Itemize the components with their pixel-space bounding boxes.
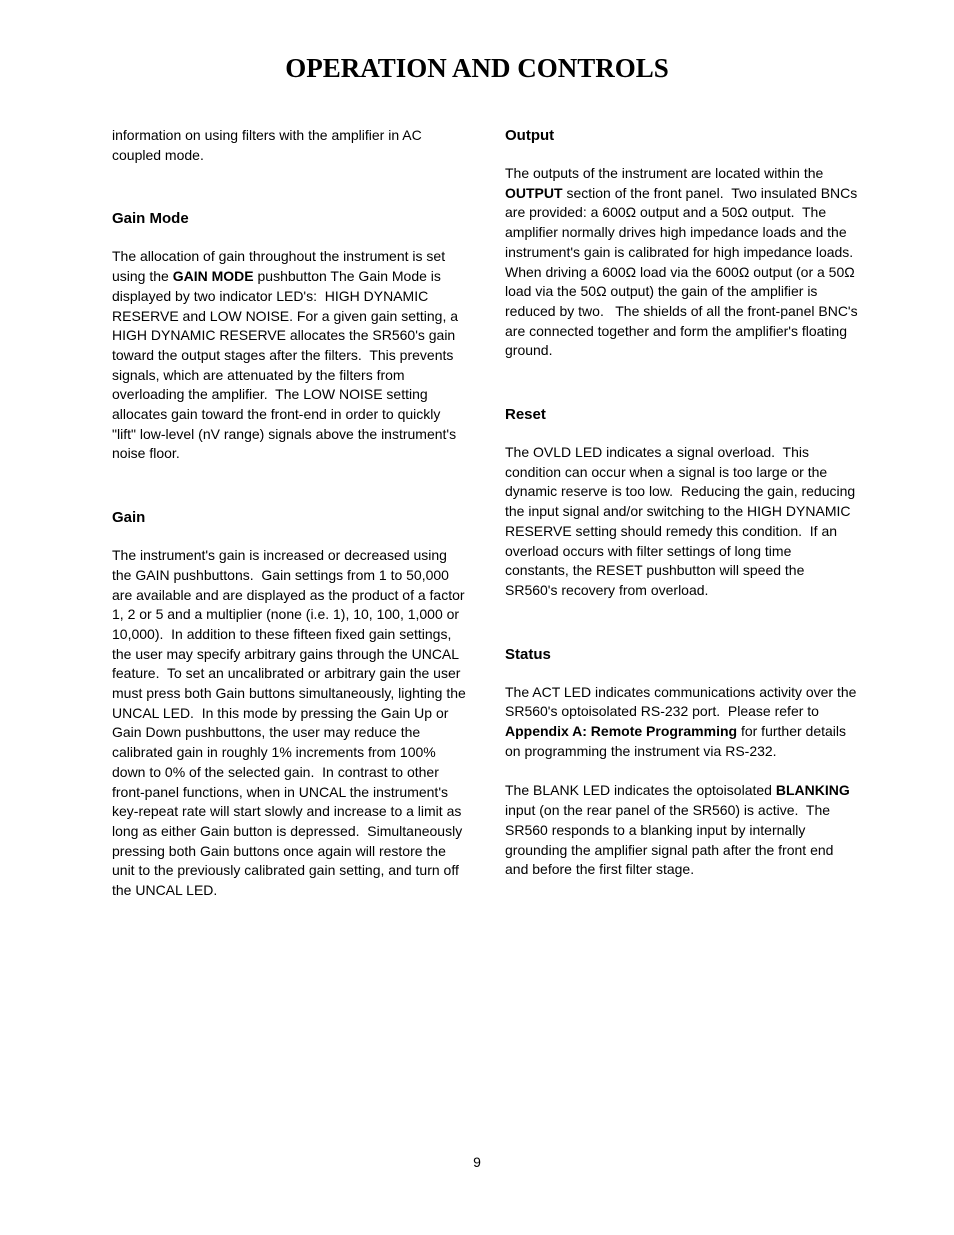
bold-text-run: OUTPUT bbox=[505, 184, 563, 201]
bold-text-run: GAIN MODE bbox=[172, 268, 254, 285]
text-run: The outputs of the instrument are located within the bbox=[505, 165, 828, 181]
text-run: for further details on programming the instrument via RS-232. bbox=[505, 723, 850, 759]
section-heading: Reset bbox=[505, 406, 546, 424]
text-run: The BLANK LED indicates the optoisolated bbox=[505, 782, 776, 799]
section-heading: Status bbox=[505, 645, 551, 663]
text-run: The instrument's gain is increased or decreased using the GAIN pushbuttons. Gain settings from 1 to 50,000 are available and are displayed as the product of a factor 1, 2 or 5 and a multiplier (none (i.e. 1), 10, 100, 1,000 or 10,000). In addition to these fifteen fixed gain settings, the user may specify arbitrary gains through the UNCAL feature. To set an uncalibrated or arbitrary gain the user must press both Gain buttons simultaneously, lighting the UNCAL LED. In this mode by pressing the Gain Up or Gain Down pushbuttons, the user may reduce the calibrated gain in roughly 1% increments from 100% down to 0% of the selected gain. In contrast to other front-panel functions, when in UNCAL the instrument's key-repeat rate will start slowly and increase to a limit as long as either Gain button is depressed. Simultaneously pressing both Gain buttons once again will restore the unit to the previously calibrated gain setting, and turn off the UNCAL LED. bbox=[112, 547, 470, 899]
left-column bbox=[112, 126, 470, 901]
right-column bbox=[505, 126, 862, 880]
text-run: The OVLD LED indicates a signal overload. This condition can occur when a signal is too large or the dynamic reserve is too low. Reducing the gain, reducing the input signal and/or switching to the HIGH DYNAMIC RESERVE setting should remedy this condition. If an overload occurs with filter settings of long time constants, the RESET pushbutton will speed the SR560's recovery from overload. bbox=[505, 444, 860, 598]
text-run: The allocation of gain throughout the instrument is set using the bbox=[112, 248, 449, 285]
paragraph bbox=[112, 546, 470, 901]
text-run: information on using filters with the amplifier in AC coupled mode. bbox=[112, 127, 426, 163]
paragraph bbox=[505, 683, 859, 762]
section-heading: Gain Mode bbox=[112, 210, 189, 228]
section-heading: Gain bbox=[112, 509, 146, 527]
text-run: section of the front panel. Two insulated BNCs are provided: a 600Ω output and a 50Ω output. The amplifier normally drives high impedance loads and the instrument's gain is calibrated for high impedance loads. When driving a 600Ω load via the 600Ω output (or a 50Ω load via the 50Ω output) the gain of the amplifier is reduced by two. The shields of all the front-panel BNC's are connected together and form the amplifier's floating ground. bbox=[505, 184, 862, 359]
text-run: The ACT LED indicates communications activity over the SR560's optoisolated RS-232 port. Please refer to bbox=[505, 683, 861, 720]
bold-text-run: Appendix A: Remote Programming bbox=[505, 723, 738, 740]
paragraph bbox=[112, 247, 466, 464]
page-number: 9 bbox=[473, 1154, 481, 1170]
bold-text-run: BLANKING bbox=[775, 782, 850, 799]
text-run: pushbutton The Gain Mode is displayed by two indicator LED's: HIGH DYNAMIC RESERVE and LOW NOISE. For a given gain setting, a HIGH DYNAMIC RESERVE allocates the SR560's gain toward the output stages after the filters. This prevents signals, which are attenuated by the filters from overloading the amplifier. The LOW NOISE setting allocates gain toward the front-end in order to quickly "lift" low-level (nV range) signals above the instrument's noise floor. bbox=[112, 268, 462, 462]
paragraph bbox=[112, 126, 466, 165]
paragraph bbox=[505, 443, 859, 601]
paragraph bbox=[505, 781, 859, 880]
section-heading: Output bbox=[505, 127, 555, 144]
text-run: input (on the rear panel of the SR560) is active. The SR560 responds to a blanking input by internally grounding the amplifier signal path after the front end and before the first filter stage. bbox=[505, 782, 854, 878]
page-title: OPERATION AND CONTROLS bbox=[285, 53, 669, 83]
paragraph bbox=[505, 164, 862, 361]
